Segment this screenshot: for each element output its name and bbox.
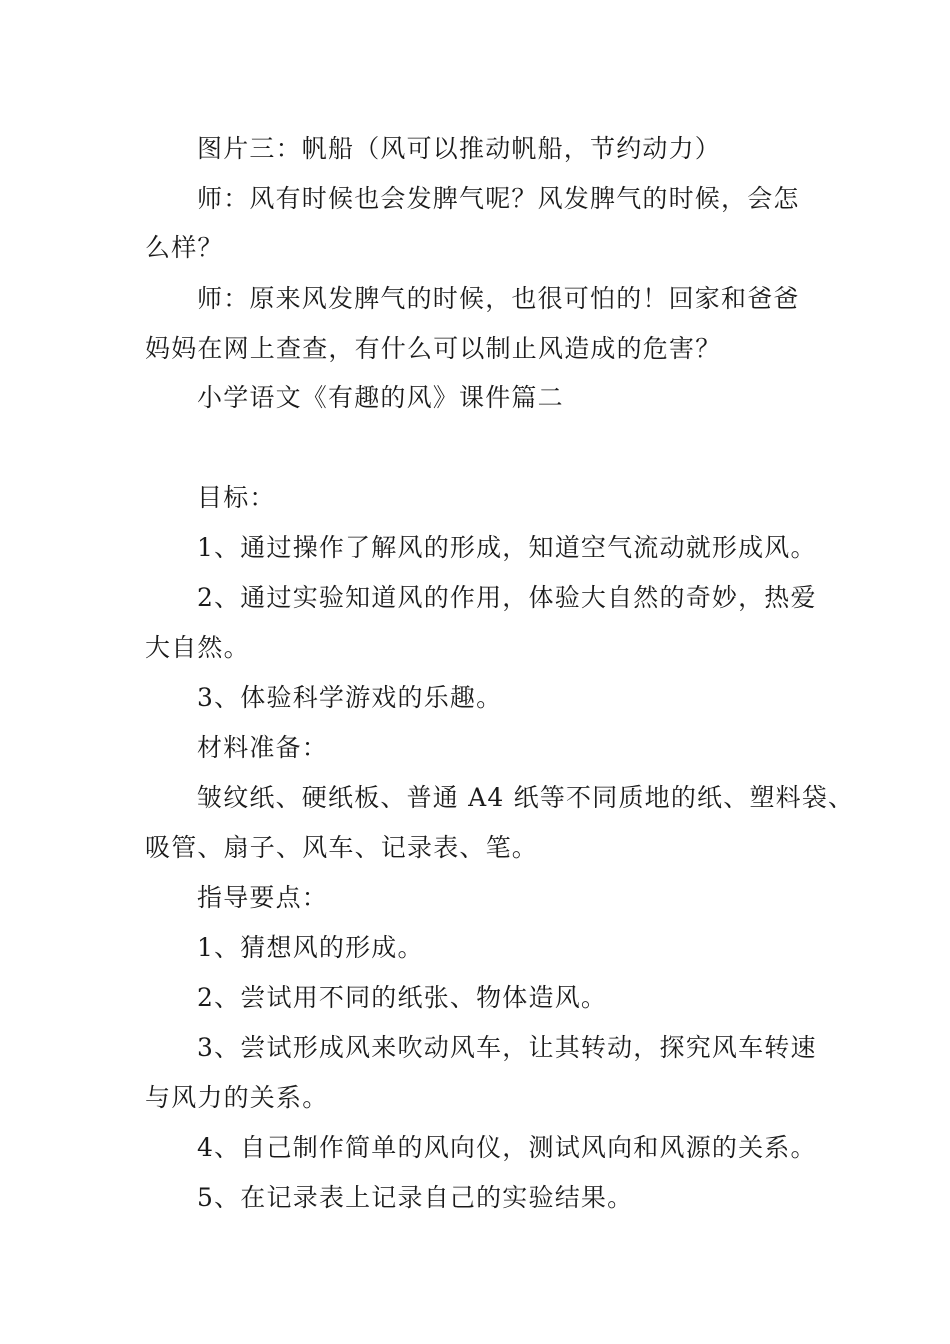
paragraph-line: 目标： xyxy=(197,483,276,512)
list-item: 3、体验科学游戏的乐趣。 xyxy=(197,683,503,712)
paragraph-line: 师：原来风发脾气的时候，也很可怕的！回家和爸爸 xyxy=(197,284,800,313)
list-item: 1、猜想风的形成。 xyxy=(197,933,424,962)
paragraph-line: 妈妈在网上查查，有什么可以制止风造成的危害？ xyxy=(145,334,722,363)
paragraph-line: 么样？ xyxy=(145,233,224,262)
paragraph-line: 师：风有时候也会发脾气呢？风发脾气的时候，会怎 xyxy=(197,184,800,213)
list-item: 4、自己制作简单的风向仪，测试风向和风源的关系。 xyxy=(197,1133,817,1162)
list-item: 5、在记录表上记录自己的实验结果。 xyxy=(197,1183,634,1212)
list-item: 2、尝试用不同的纸张、物体造风。 xyxy=(197,983,608,1012)
paragraph-line: 图片三：帆船（风可以推动帆船，节约动力） xyxy=(197,134,722,163)
paragraph-line: 指导要点： xyxy=(197,883,329,912)
list-item: 3、尝试形成风来吹动风车，让其转动，探究风车转速 xyxy=(197,1033,817,1062)
paragraph-line: 吸管、扇子、风车、记录表、笔。 xyxy=(145,833,539,862)
list-item: 1、通过操作了解风的形成，知道空气流动就形成风。 xyxy=(197,533,817,562)
paragraph-line: 皱纹纸、硬纸板、普通 A4 纸等不同质地的纸、塑料袋、 xyxy=(197,783,855,812)
section-heading: 小学语文《有趣的风》课件篇二 xyxy=(197,383,564,412)
list-item-continuation: 与风力的关系。 xyxy=(145,1083,329,1112)
list-item-continuation: 大自然。 xyxy=(145,633,250,662)
paragraph-line: 材料准备： xyxy=(197,733,329,762)
list-item: 2、通过实验知道风的作用，体验大自然的奇妙，热爱 xyxy=(197,583,817,612)
